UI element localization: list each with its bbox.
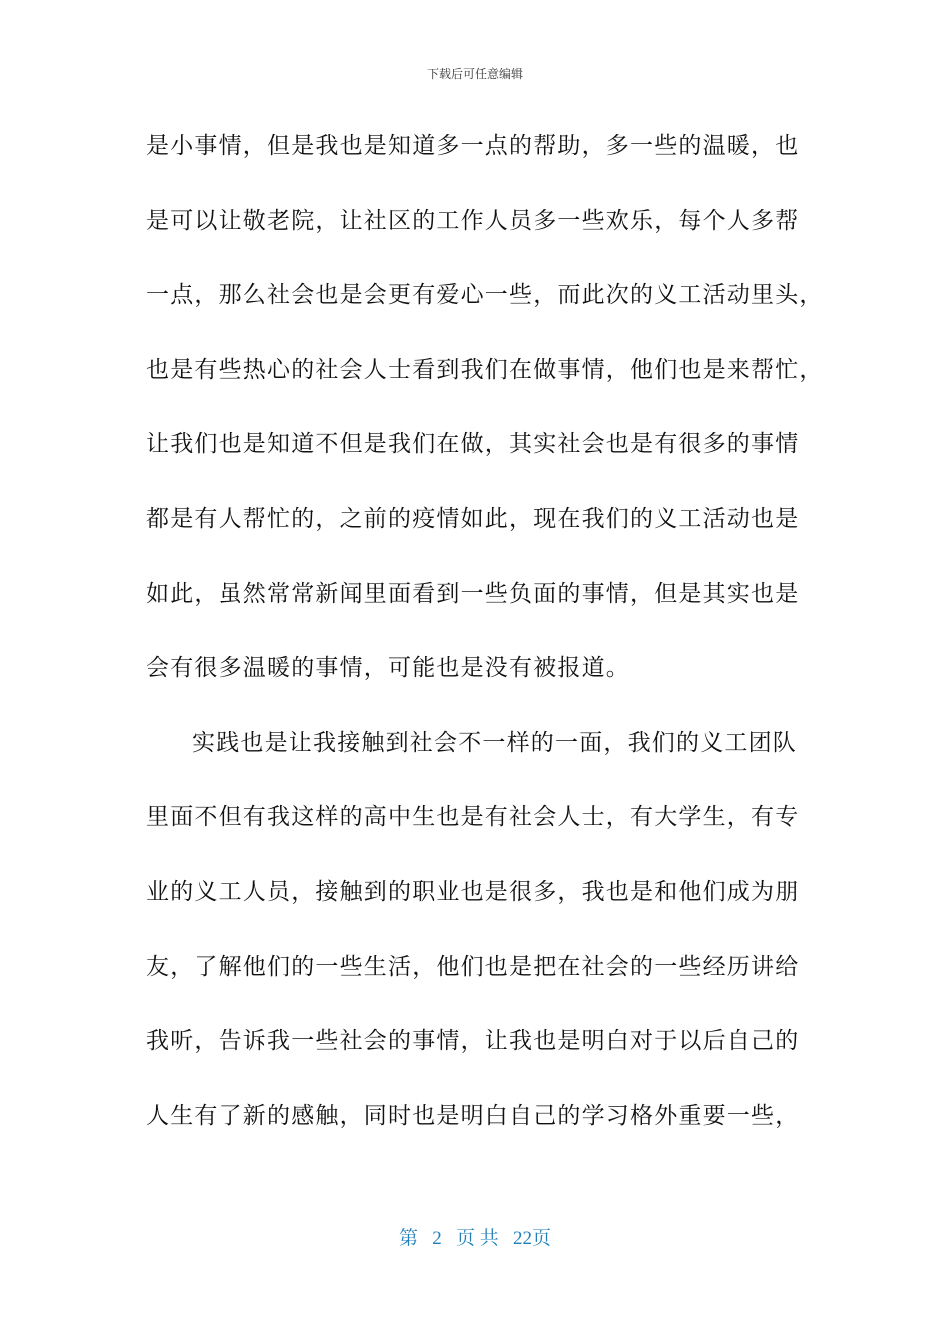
body-line: 人生有了新的感触，同时也是明白自己的学习格外重要一些，: [146, 1102, 800, 1129]
total-page-count: 22: [513, 1228, 532, 1249]
footer-prefix: 第: [398, 1228, 418, 1249]
footer-middle: 页 共: [455, 1228, 499, 1249]
body-line: 里面不但有我这样的高中生也是有社会人士，有大学生，有专: [146, 804, 800, 831]
body-line: 我听，告诉我一些社会的事情，让我也是明白对于以后自己的: [146, 1028, 800, 1055]
body-line: 会有很多温暖的事情，可能也是没有被报道。: [146, 655, 630, 682]
footer-suffix: 页: [532, 1228, 552, 1249]
body-line: 都是有人帮忙的，之前的疫情如此，现在我们的义工活动也是: [146, 505, 800, 532]
paragraph-start-line: 实践也是让我接触到社会不一样的一面，我们的义工团队: [192, 729, 797, 756]
document-body: [146, 118, 824, 1162]
body-line: 让我们也是知道不但是我们在做，其实社会也是有很多的事情: [146, 431, 800, 458]
body-line: 是小事情，但是我也是知道多一点的帮助，多一些的温暖，也: [146, 133, 800, 159]
body-line: 一点，那么社会也是会更有爱心一些，而此次的义工活动里头，: [146, 282, 824, 309]
body-line: 也是有些热心的社会人士看到我们在做事情，他们也是来帮忙，: [146, 356, 824, 383]
body-line: 业的义工人员，接触到的职业也是很多，我也是和他们成为朋: [146, 878, 800, 905]
page-header: 下载后可任意编辑: [426, 67, 523, 81]
body-line: 友，了解他们的一些生活，他们也是把在社会的一些经历讲给: [146, 953, 800, 980]
page-footer: [0, 1226, 950, 1252]
body-line: 如此，虽然常常新闻里面看到一些负面的事情，但是其实也是: [146, 580, 800, 607]
body-line: 是可以让敬老院，让社区的工作人员多一些欢乐，每个人多帮: [146, 207, 800, 234]
current-page-number: 2: [432, 1228, 442, 1249]
